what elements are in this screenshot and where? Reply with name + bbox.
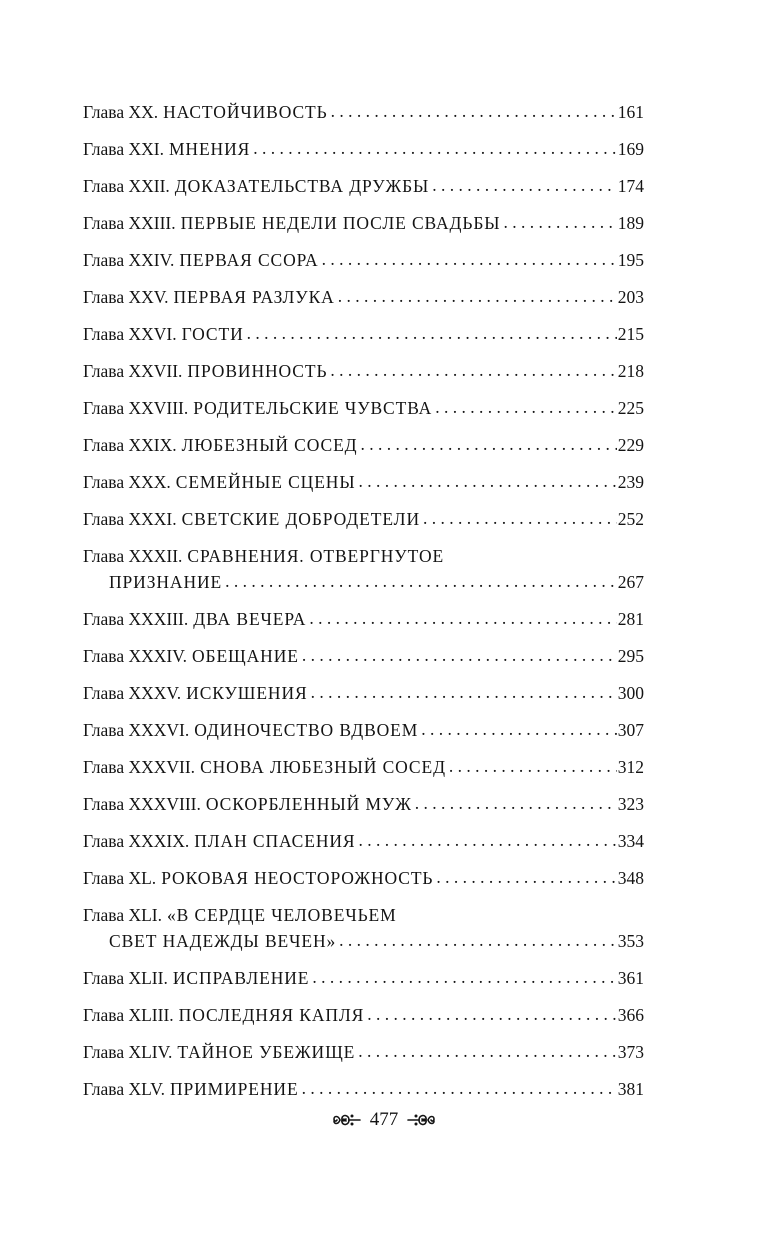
page-number: 169 [617, 139, 644, 159]
toc-entry [83, 754, 644, 780]
chapter-number: Глава XLII. [83, 968, 168, 988]
chapter-title: ДОКАЗАТЕЛЬСТВА ДРУЖБЫ [174, 176, 430, 196]
folio-page-number: 477 [369, 1109, 399, 1130]
toc-line [83, 358, 644, 384]
toc-line [83, 506, 644, 532]
chapter-title: ИСПРАВЛЕНИЕ [172, 968, 310, 988]
dot-leader [503, 209, 616, 235]
flourish-left-icon [332, 1109, 362, 1131]
toc-entry [83, 680, 644, 706]
page-number: 381 [617, 1079, 644, 1099]
toc-entry [83, 395, 644, 421]
dot-leader [423, 505, 617, 531]
page-number: 361 [617, 968, 644, 988]
toc-entry [83, 358, 644, 384]
toc-line [83, 1039, 644, 1065]
flourish-right-icon [406, 1109, 436, 1131]
dot-leader [361, 431, 617, 457]
toc-line [83, 284, 644, 310]
toc-entry [83, 99, 644, 125]
toc-entry [83, 284, 644, 310]
dot-leader [330, 357, 616, 383]
folio [0, 1109, 768, 1131]
chapter-number: Глава XXXVIII. [83, 794, 201, 814]
page-number: 239 [617, 472, 644, 492]
chapter-number: Глава XXXI. [83, 509, 177, 529]
page-number: 252 [617, 509, 644, 529]
chapter-number: Глава XXVII. [83, 361, 183, 381]
toc-entry [83, 1002, 644, 1028]
dot-leader [225, 568, 617, 594]
toc-line-continuation [83, 928, 644, 954]
toc-entry [83, 606, 644, 632]
toc-line [83, 136, 644, 162]
toc-entry [83, 1076, 644, 1102]
chapter-number: Глава XLIV. [83, 1042, 173, 1062]
toc-line [83, 173, 644, 199]
toc-line [83, 210, 644, 236]
toc-line [83, 680, 644, 706]
toc-line [83, 1076, 644, 1102]
page-number: 161 [617, 102, 644, 122]
toc-line [83, 643, 644, 669]
chapter-number: Глава XXXV. [83, 683, 182, 703]
toc-line [83, 321, 644, 347]
page-number: 203 [617, 287, 644, 307]
chapter-title: СРАВНЕНИЯ. ОТВЕРГНУТОЕ [187, 546, 445, 566]
page-number: 353 [617, 931, 644, 951]
chapter-title: ПЕРВЫЕ НЕДЕЛИ ПОСЛЕ СВАДЬБЫ [180, 213, 501, 233]
toc-entry [83, 543, 644, 595]
dot-leader [247, 320, 617, 346]
toc-entry [83, 865, 644, 891]
dot-leader [358, 468, 616, 494]
chapter-title: СНОВА ЛЮБЕЗНЫЙ СОСЕД [200, 757, 446, 777]
page-number: 334 [617, 831, 644, 851]
toc-entry [83, 247, 644, 273]
toc-entry [83, 643, 644, 669]
dot-leader [436, 864, 616, 890]
dot-leader [415, 790, 617, 816]
toc-line [83, 717, 644, 743]
toc-entry [83, 828, 644, 854]
chapter-number: Глава XLIII. [83, 1005, 174, 1025]
dot-leader [322, 246, 617, 272]
page-number: 225 [617, 398, 644, 418]
toc-line [83, 606, 644, 632]
dot-leader [358, 827, 616, 853]
chapter-title: ЛЮБЕЗНЫЙ СОСЕД [181, 435, 358, 455]
chapter-title: ОСКОРБЛЕННЫЙ МУЖ [205, 794, 412, 814]
chapter-title: ОДИНОЧЕСТВО ВДВОЕМ [194, 720, 419, 740]
toc-entry [83, 1039, 644, 1065]
toc-line [83, 754, 644, 780]
toc-line [83, 965, 644, 991]
chapter-title-continuation: СВЕТ НАДЕЖДЫ ВЕЧЕН» [109, 931, 337, 951]
chapter-title-continuation: ПРИЗНАНИЕ [109, 572, 223, 592]
chapter-number: Глава XXXVI. [83, 720, 190, 740]
dot-leader [449, 753, 617, 779]
chapter-title: ПОСЛЕДНЯЯ КАПЛЯ [178, 1005, 365, 1025]
chapter-title: СВЕТСКИЕ ДОБРОДЕТЕЛИ [181, 509, 420, 529]
page-number: 215 [617, 324, 644, 344]
toc-line [83, 247, 644, 273]
page-number: 295 [617, 646, 644, 666]
chapter-number: Глава XXVI. [83, 324, 177, 344]
dot-leader [435, 394, 617, 420]
page-number: 229 [617, 435, 644, 455]
toc-entry [83, 717, 644, 743]
page-number: 195 [617, 250, 644, 270]
dot-leader [432, 172, 617, 198]
dot-leader [312, 964, 616, 990]
toc-entry [83, 469, 644, 495]
chapter-title: ПРОВИННОСТЬ [187, 361, 328, 381]
chapter-number: Глава XXIX. [83, 435, 177, 455]
page-number: 323 [617, 794, 644, 814]
chapter-title: СЕМЕЙНЫЕ СЦЕНЫ [175, 472, 356, 492]
toc-line [83, 865, 644, 891]
chapter-title: ПРИМИРЕНИЕ [169, 1079, 299, 1099]
chapter-number: Глава XXXIII. [83, 609, 189, 629]
page-number: 373 [617, 1042, 644, 1062]
page-number: 189 [617, 213, 644, 233]
toc-line-continuation [83, 569, 644, 595]
dot-leader [331, 98, 617, 124]
toc-entry [83, 965, 644, 991]
page-number: 281 [617, 609, 644, 629]
chapter-title: РОДИТЕЛЬСКИЕ ЧУВСТВА [193, 398, 433, 418]
page-number: 218 [617, 361, 644, 381]
chapter-title: ИСКУШЕНИЯ [186, 683, 308, 703]
chapter-number: Глава XXXII. [83, 546, 183, 566]
page-number: 312 [617, 757, 644, 777]
chapter-title: ПЕРВАЯ РАЗЛУКА [173, 287, 335, 307]
chapter-title: ГОСТИ [181, 324, 244, 344]
chapter-title: ОБЕЩАНИЕ [191, 646, 299, 666]
dot-leader [339, 927, 617, 953]
toc-line [83, 469, 644, 495]
toc-line [83, 432, 644, 458]
chapter-title: «В СЕРДЦЕ ЧЕЛОВЕЧЬЕМ [167, 905, 397, 925]
chapter-title: ПЛАН СПАСЕНИЯ [194, 831, 356, 851]
toc-line [83, 902, 644, 928]
toc-entry [83, 321, 644, 347]
chapter-number: Глава XXX. [83, 472, 171, 492]
chapter-number: Глава XX. [83, 102, 159, 122]
page-number: 307 [617, 720, 644, 740]
dot-leader [367, 1001, 617, 1027]
table-of-contents [83, 99, 644, 1113]
page-number: 174 [617, 176, 644, 196]
dot-leader [253, 135, 617, 161]
chapter-title: РОКОВАЯ НЕОСТОРОЖНОСТЬ [161, 868, 434, 888]
chapter-number: Глава XXV. [83, 287, 169, 307]
chapter-number: Глава XXII. [83, 176, 170, 196]
chapter-title: НАСТОЙЧИВОСТЬ [163, 102, 328, 122]
chapter-number: Глава XXIV. [83, 250, 175, 270]
dot-leader [421, 716, 617, 742]
toc-entry [83, 791, 644, 817]
toc-entry [83, 136, 644, 162]
chapter-title: ДВА ВЕЧЕРА [193, 609, 307, 629]
toc-line [83, 1002, 644, 1028]
chapter-number: Глава XL. [83, 868, 157, 888]
toc-line [83, 395, 644, 421]
page-number: 267 [617, 572, 644, 592]
chapter-number: Глава XLV. [83, 1079, 165, 1099]
chapter-number: Глава XXIII. [83, 213, 176, 233]
dot-leader [358, 1038, 617, 1064]
toc-line [83, 543, 644, 569]
chapter-number: Глава XXXVII. [83, 757, 196, 777]
toc-line [83, 828, 644, 854]
toc-line [83, 99, 644, 125]
dot-leader [311, 679, 617, 705]
page-number: 300 [617, 683, 644, 703]
chapter-number: Глава XXXIV. [83, 646, 187, 666]
toc-entry [83, 432, 644, 458]
toc-entry [83, 506, 644, 532]
chapter-title: ТАЙНОЕ УБЕЖИЩЕ [177, 1042, 356, 1062]
toc-entry [83, 210, 644, 236]
chapter-title: МНЕНИЯ [168, 139, 251, 159]
toc-entry [83, 173, 644, 199]
chapter-title: ПЕРВАЯ ССОРА [179, 250, 319, 270]
page-number: 366 [617, 1005, 644, 1025]
chapter-number: Глава XXI. [83, 139, 164, 159]
chapter-number: Глава XXXIX. [83, 831, 190, 851]
dot-leader [302, 1075, 617, 1101]
chapter-number: Глава XXVIII. [83, 398, 189, 418]
chapter-number: Глава XLI. [83, 905, 163, 925]
toc-line [83, 791, 644, 817]
dot-leader [309, 605, 616, 631]
page-number: 348 [617, 868, 644, 888]
toc-entry [83, 902, 644, 954]
dot-leader [302, 642, 617, 668]
dot-leader [338, 283, 617, 309]
